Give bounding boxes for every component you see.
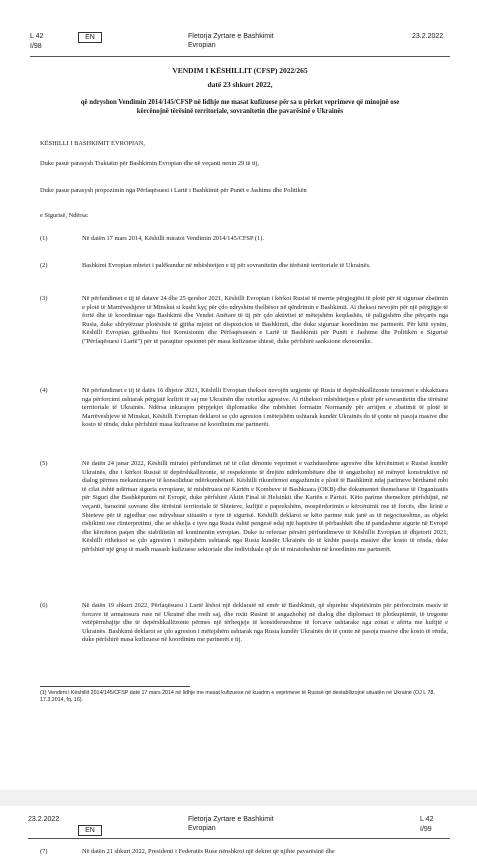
language-box: EN bbox=[78, 32, 102, 43]
paragraph-text: Bashkimi Evropian mbetet i palëkundur në mbështetjen e tij për sovranitetin dhe tërësinë territoriale të Ukrainës. bbox=[82, 262, 371, 269]
journal-title-line1: Fletorja Zyrtare e Bashkimit bbox=[188, 816, 274, 823]
recital-whereas: e Sigurisë, Ndërsa: bbox=[40, 212, 89, 219]
paragraph-text: Në datën 17 mars 2014, Këshilli miratoi Vendimin 2014/145/CFSP (1). bbox=[82, 235, 264, 242]
decision-title: VENDIM I KËSHILLIT (CFSP) 2022/265 bbox=[172, 66, 308, 75]
paragraph-number: (3) bbox=[40, 295, 48, 302]
paragraph-text: Në datën 24 janar 2022, Këshilli miratoi përfundimet në të cilat dënonte veprimet e vazhdueshme agresive dhe kërcënimet e Rusisë kundër Ukrainës, dhe i kërkoi Rusisë të depërshkallëzonte, të respektonte të drejtën ndërkombëtare dhe të angazhohej në mënyrë konstruktive në dialog përmes mekanizmave të konsoliduar ndërkombëtarë. Këshilli rikonfirmoi angazhimin e plotë të Bashkimit ndaj parimeve bërthamë mbi të cilat është ndërtuar siguria evropiane, të mishëruara në Kartën e Kombeve të Bashkuara (OKB) dhe dokumentet themeluese të Organizatës për Siguri dhe Bashkëpunim në Evropë, duke përfshirë Aktin Final të Helsinkit dhe Kartën e Parisit. Këto parime themelore përfshijnë, në veçanti, barazinë sovrane dhe tërësinë territoriale të Shteteve, kufijtë e paprekshëm, mospërdorimin e kërcënimit ose të forcës, dhe lirinë e Shteteve për të zgjedhur ose ndryshuar situatën e tyre të sigurisë. Këshilli deklaroi se këto parime nuk janë as të negociueshme, as objekt rishikimi ose riinterpretimi, dhe se shkelja e tyre nga Rusia është pengesë ndaj një hapësire të përbashkët dhe të pandashme sigurie në Evropë dhe kërcënon paqen dhe stabilitetin në kontinentin evropian. Duke iu referuar përsëri përfundimeve të Këshillit Evropian të dhjetorit 2021, Këshilli ritheksoi se çdo agresion i mëtejshëm ushtarak nga Rusia kundër Ukrainës do të kishte pasoja masive dhe kosto të rënda, duke përfshirë një grup të madh masash kufizuese sektoriale dhe individuale që do të miratoheshin në koordinim me partnerët. bbox=[82, 460, 448, 553]
council-heading: KËSHILLI I BASHKIMIT EVROPIAN, bbox=[40, 140, 145, 147]
paragraph-text: Në përfundimet e tij të datës 16 dhjetor 2021, Këshilli Evropian theksoi nevojën urgjente që Rusia të depërshkallëzonte tensionet e shkaktuara nga përforcimi ushtarak përgjatë kufirit të saj me Ukrainën dhe retorika agresive. Ai ritheksoi mbështetjen e plotë për sovranitetin dhe tërësinë territoriale të Ukrainës. Ndërsa inkurajon përpjekjet diplomatike dhe mbështet formatin Normandy për arritjen e zbatimit të plotë të Marrëveshjeve të Minskut, Këshilli Evropian deklaroi se çdo agresion i mëtejshëm ushtarak kundër Ukrainës do të çonte në pasoja masive dhe kosto të rënda, duke përfshirë masa kufizuese në koordinim me partnerët. bbox=[82, 387, 448, 429]
footnote-rule bbox=[40, 686, 190, 687]
header-date: 23.2.2022 bbox=[412, 33, 444, 40]
page2-page-number: I/99 bbox=[420, 826, 432, 833]
page2-header-rule bbox=[28, 838, 450, 839]
page-label: L 42 bbox=[30, 33, 44, 40]
page-number: I/98 bbox=[30, 43, 42, 50]
page2-journal-title bbox=[188, 815, 274, 833]
paragraph-number: (4) bbox=[40, 387, 48, 394]
paragraph-text: Në datën 21 shkurt 2022, Presidenti i Federatës Ruse nënshkroi një dekret që njihte pavarësinë dhe bbox=[82, 848, 335, 855]
decision-date: datë 23 shkurt 2022, bbox=[207, 80, 273, 89]
journal-title-line1: Fletorja Zyrtare e Bashkimit bbox=[188, 33, 274, 40]
paragraph-number: (5) bbox=[40, 460, 48, 467]
paragraph-number: (1) bbox=[40, 235, 48, 242]
page2-language-box: EN bbox=[78, 825, 102, 836]
footnote: (1) Vendimi i Këshillit 2014/145/CFSP datë 17 mars 2014 në lidhje me masat kufizuese në kuadrin e veprimeve të Rusisë që destabilizojnë situatën në Ukrainë (OJ L 78, 17.3.2014, fq. 16). bbox=[40, 690, 435, 703]
page2-page-label: L 42 bbox=[420, 816, 434, 823]
paragraph-number: (6) bbox=[40, 602, 48, 609]
paragraph-number: (7) bbox=[40, 848, 48, 855]
decision-subject: që ndryshon Vendimin 2014/145/CFSP në lidhje me masat kufizuese për sa u përket veprimeve që minojnë ose kërcënojnë tërësinë territoriale, sovranitetin dhe pavarësinë e Ukrainës bbox=[80, 99, 400, 115]
recital-proposal: Duke pasur parasysh propozimin nga Përfaqësuesi i Lartë i Bashkimit për Punët e Jashtme dhe Politikën bbox=[40, 187, 307, 194]
page2-header-date: 23.2.2022 bbox=[28, 816, 60, 823]
paragraph-text: Në datën 19 shkurt 2022, Përfaqësuesi i Lartë lëshoi një deklaratë në emër të Bashkimit, që shprehte shqetësimin për përforcimin masiv të forcave të armatosura ruse në Ukrainë dhe rreth saj, dhe nxiti Rusinë të angazhohej në dialog dhe diplomaci të plotkuptimtë, të tregonte vetëpërmbajtje dhe të depërshkallëzonte përmes një tërheqjeje të konsiderueshme të forcave ushtarake nga zonat e afërta me kufijtë e Ukrainës. Bashkimi deklaroi se çdo agresion i mëtejshëm ushtarak nga Rusia kundër Ukrainës do të çonte në pasoja masive dhe kosto të rënda, duke përfshirë masa kufizuese në koordinim me partnerët e tij. bbox=[82, 602, 448, 644]
recital-treaty: Duke pasur parasysh Traktatin për Bashkimin Evropian dhe në veçanti nenin 29 të tij, bbox=[40, 160, 260, 167]
journal-title bbox=[188, 32, 274, 50]
page-separator bbox=[0, 790, 477, 806]
paragraph-number: (2) bbox=[40, 262, 48, 269]
journal-title-line2: Evropian bbox=[188, 42, 216, 49]
journal-title-line2: Evropian bbox=[188, 825, 216, 832]
paragraph-text: Në përfundimet e tij të datave 24 dhe 25 qershor 2021, Këshilli Evropian i kërkoi Rusisë të merrte përgjegjësi të plotë për të siguruar zbatimin e plotë të Marrëveshjeve të Minskut si kusht kyç për çdo ndryshim thelbësor në qëndrimin e Bashkimit. Ai theksoi nevojën për një përgjigje të fortë dhe të koordinuar nga Bashkimi dhe Vendet Anëtare të tij për çdo aktivitet të mëtejshëm keqdashës, të paligjshëm dhe përçarës nga Rusia, duke shfrytëzuar plotësisht të gjitha mjetet në dispozicion të Bashkimit, dhe duke siguruar koordinim me partnerët. Për këtë synim, Këshilli Evropian gjithashtu ftoi Komisionin dhe Përfaqësuesin e Lartë të Bashkimit për Punët e Jashtme dhe Politikën e Sigurisë ("Përfaqësuesi i Lartë") për të paraqitur opsionet për masa kufizuese shtesë, duke përfshirë sanksione ekonomike. bbox=[82, 295, 448, 345]
header-rule bbox=[30, 56, 450, 57]
